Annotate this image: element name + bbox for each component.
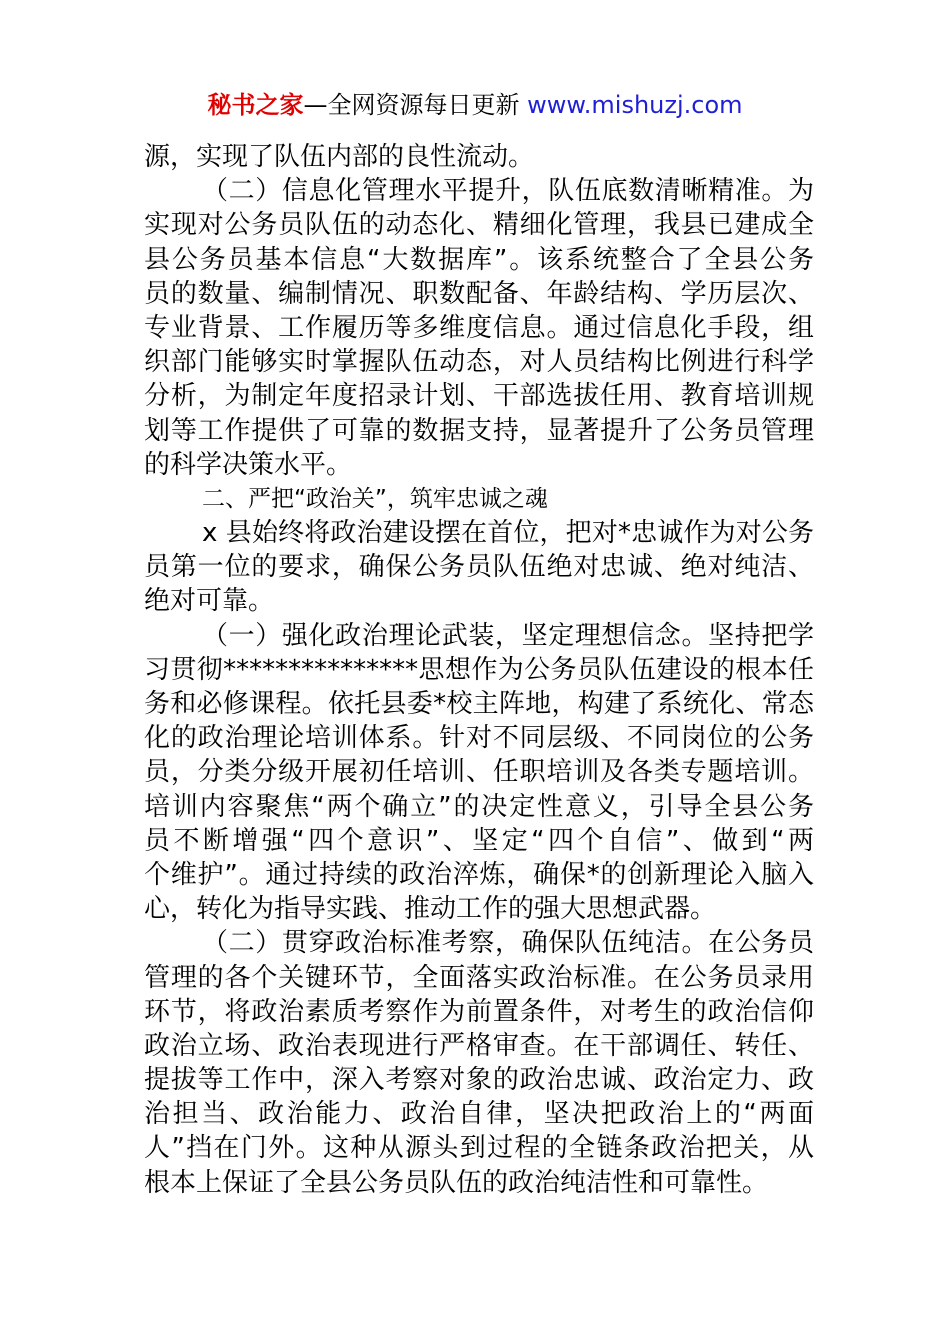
site-url-link[interactable]: www.mishuzj.com: [527, 91, 743, 119]
site-tagline: —全网资源每日更新: [303, 91, 528, 119]
text-line: 的科学决策水平。: [144, 449, 353, 480]
text-line: 治担当、政治能力、政治自律，坚决把政治上的“两面: [144, 1099, 814, 1130]
text-line: 政治立场、政治表现进行严格审查。在干部调任、转任、: [144, 1030, 814, 1061]
text-line: 员第一位的要求，确保公务员队伍绝对忠诚、绝对纯洁、: [144, 552, 814, 583]
text-line: 分析，为制定年度招录计划、干部选拔任用、教育培训规: [144, 381, 814, 412]
subheading-line: （二）贯穿政治标准考察，确保队伍纯洁。在公务员: [202, 928, 814, 959]
text-line: 提拔等工作中，深入考察对象的政治忠诚、政治定力、政: [144, 1065, 814, 1096]
text-line: 员，分类分级开展初任培训、任职培训及各类专题培训。: [144, 757, 814, 788]
text-line: 源，实现了队伍内部的良性流动。: [144, 142, 535, 172]
text-line: 环节，将政治素质考察作为前置条件，对考生的政治信仰: [144, 996, 814, 1027]
text-line: 务和必修课程。依托县委*校主阵地，构建了系统化、常态: [144, 689, 814, 719]
text-line: 划等工作提供了可靠的数据支持，显著提升了公务员管理: [144, 415, 814, 446]
subheading-line: （一）强化政治理论武装，坚定理想信念。坚持把学: [202, 620, 814, 651]
text-line: 习贯彻***************思想作为公务员队伍建设的根本任: [144, 654, 814, 685]
text-line: x 县始终将政治建设摆在首位，把对*忠诚作为对公务: [202, 518, 814, 549]
document-body: [144, 140, 814, 1200]
subheading-line: （二）信息化管理水平提升，队伍底数清晰精准。为: [202, 176, 814, 207]
text-line: 管理的各个关键环节，全面落实政治标准。在公务员录用: [144, 962, 814, 993]
text-line: 心，转化为指导实践、推动工作的强大思想武器。: [144, 894, 717, 925]
text-line: 县公务员基本信息“大数据库”。该系统整合了全县公务: [144, 244, 814, 275]
text-line: 个维护”。通过持续的政治淬炼，确保*的创新理论入脑入: [144, 859, 814, 890]
text-line: 员的数量、编制情况、职数配备、年龄结构、学历层次、: [144, 278, 814, 309]
site-brand: 秘书之家: [207, 91, 304, 119]
site-header: [0, 88, 950, 122]
text-line: 织部门能够实时掌握队伍动态，对人员结构比例进行科学: [144, 347, 814, 378]
text-line: 化的政治理论培训体系。针对不同层级、不同岗位的公务: [144, 723, 814, 754]
text-line: 人”挡在门外。这种从源头到过程的全链条政治把关，从: [144, 1133, 814, 1164]
text-line: 绝对可靠。: [144, 586, 275, 617]
text-line: 实现对公务员队伍的动态化、精细化管理，我县已建成全: [144, 210, 814, 241]
section-heading: 二、严把“政治关”，筑牢忠诚之魂: [202, 485, 548, 512]
text-line: 根本上保证了全县公务员队伍的政治纯洁性和可靠性。: [144, 1167, 769, 1198]
text-line: 专业背景、工作履历等多维度信息。通过信息化手段，组: [144, 312, 814, 343]
text-line: 培训内容聚焦“两个确立”的决定性意义，引导全县公务: [144, 791, 814, 822]
text-line: 员不断增强“四个意识”、坚定“四个自信”、做到“两: [144, 825, 814, 856]
